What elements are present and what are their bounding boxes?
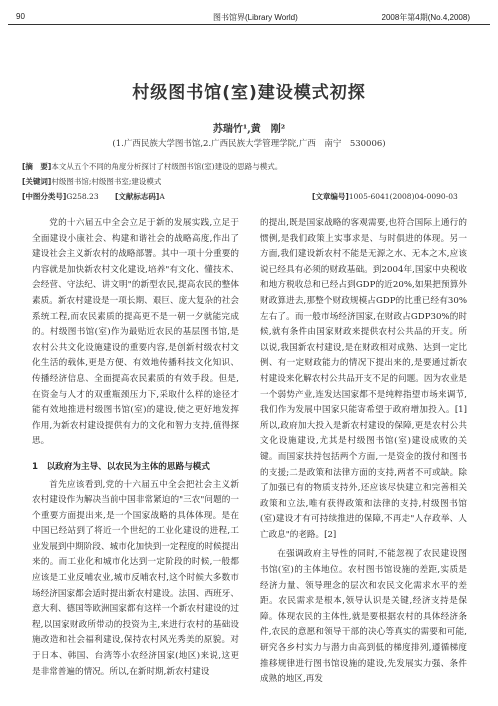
article-authors: 苏瑞竹¹,黄 刚²	[212, 124, 286, 135]
author-affiliation: (1.广西民族大学图书馆,2.广西民族大学管理学院,广西 南宁 530006)	[112, 139, 386, 149]
page-number: 90	[16, 12, 25, 21]
keywords-text: 村级图书馆;村级图书室;建设模式	[51, 177, 162, 186]
journal-name: 图书馆界(Library World)	[213, 13, 298, 22]
abstract-text: 本文从五个不同的角度分析探讨了村级图书馆(室)建设的思路与模式。	[51, 162, 283, 171]
doc-code-label: [文献标志码]	[114, 192, 160, 201]
right-paragraph-1: 的提出,既是国家战略的客观需要,也符合国际上通行的惯例,是我们政策上实事求是、与时俱进的体现。另一方面,我们建设新农村不能是无源之水、无本之木,应该说已经具有必须的财政基础。到2004年,国家中央税收和地方税收总和已经占到GDP的近20%,如果把预算外财政算进去,那整个财政规模占GDP的比重已经有30%左右了。而一般市场经济国家,在财政占GDP30%的时候,就有条件由国家财政来提供农村公共品的开支。所以说,我国新农村建设,是在财政相对成熟、达到一定比例、有一定财政能力的情况下提出来的,是要通过新农村建设来化解农村公共品开支不足的问题。因为农业是一个弱势产业,连发达国家都不是纯粹指望市场来调节,我们作为发展中国家只能寄希望于政府增加投入。[1]所以,政府加大投入是新农村建设的保障,更是农村公共文化设施建设,尤其是村级图书馆(室)建设成败的关键。而国家扶持包括两个方面,一是资金的拨付和图书的支援;二是政策和法律方面的支持,两者不可或缺。除了加强已有的物质支持外,还应该尽快建立和完善相关政策和立法,唯有获得政策和法律的支持,村级图书馆(室)建设才有可持续推进的保障,不再走"人存政举、人亡政息"的老路。[2]	[260, 218, 467, 540]
article-number-group	[312, 191, 458, 202]
section-heading-1: 1 以政府为主导、以农民为主体的思路与模式	[32, 461, 210, 472]
header-rule	[8, 24, 490, 25]
clc-label: [中图分类号]	[22, 192, 67, 201]
article-title: 村级图书馆(室)建设模式初探	[132, 83, 366, 103]
doc-code-value: A	[159, 192, 165, 201]
classification-line	[22, 191, 482, 202]
left-column	[32, 216, 239, 680]
running-header	[8, 10, 490, 24]
abstract-line	[22, 161, 282, 172]
issue-info: 2008年第4期(No.4,2008)	[381, 13, 470, 22]
right-paragraph-2: 在强调政府主导性的同时,不能忽视了农民建设图书馆(室)的主体地位。农村图书馆设施的差距,实质是经济力量、领导理念的层次和农民文化需求水平的差距。农民需求是根本,领导认识是关键,经济支持是保障。体现农民的主体性,就是要根据农村的具体经济条件,农民的意愿和领导干部的决心等真实的需要和可能,研究各乡村实力与潜力由高到低的梯度排列,遵循梯度推移规律进行图书馆设施的建设,先发展实力强、条件成熟的地区,再发	[260, 549, 467, 685]
article-number-value: 1005-6041(2008)04-0090-03	[348, 192, 458, 201]
abstract-label: [摘 要]	[22, 162, 52, 171]
section1-paragraph: 首先应该看到,党的十六届五中全会把社会主义新农村建设作为解决当前中国非常紧迫的"三农"问题的一个重要方面提出来,是一个国家战略的具体体现。是在中国已经站到了将近一个世纪的工业化建设的进程,工业发展到中期阶段、城市化加快到一定程度的时候提出来的。而工业化和城市化达到一定阶段的时候,一般都应该是工业反哺农业,城市反哺农村,这个时候大多数市场经济国家都会适时提出新农村建设。法国、西班牙、意大利、德国等欧洲国家都有这样一个新农村建设的过程,以国家财政所带动的投资为主,来进行农村的基础设施改造和社会福利建设,保持农村风光秀美的原貌。对于日本、韩国、台湾等小农经济国家(地区)来说,这更是非常普遍的情况。所以,在新时期,新农村建设	[32, 479, 239, 677]
keywords-label: [关键词]	[22, 177, 52, 186]
right-column	[260, 216, 467, 688]
intro-paragraph: 党的十六届五中全会立足于新的发展实践,立足于全面建设小康社会、构建和谐社会的战略高度,作出了建设社会主义新农村的战略部署。其中一项十分重要的内容就是加快新农村文化建设,培养"有文化、懂技术、会经营、守法纪、讲文明"的新型农民,提高农民的整体素质。新农村建设是一项长期、艰巨、庞大复杂的社会系统工程,而农民素质的提高更不是一朝一夕就能完成的。村级图书馆(室)作为最贴近农民的基层图书馆,是农村公共文化设施建设的重要内容,是创新村级农村文化生活的载体,更是方便、有效地传播科技文化知识、传播经济信息、全面提高农民素质的有效手段。但是,在资金与人才的双重瓶颈压力下,采取什么样的途径才能有效地推进村级图书馆(室)的建设,使之更好地发挥作用,为新农村建设提供有力的文化和智力支持,值得探思。	[32, 218, 239, 447]
article-number-label: [文章编号]	[312, 192, 349, 201]
keywords-line	[22, 176, 161, 187]
clc-value: G258.23	[66, 192, 99, 201]
